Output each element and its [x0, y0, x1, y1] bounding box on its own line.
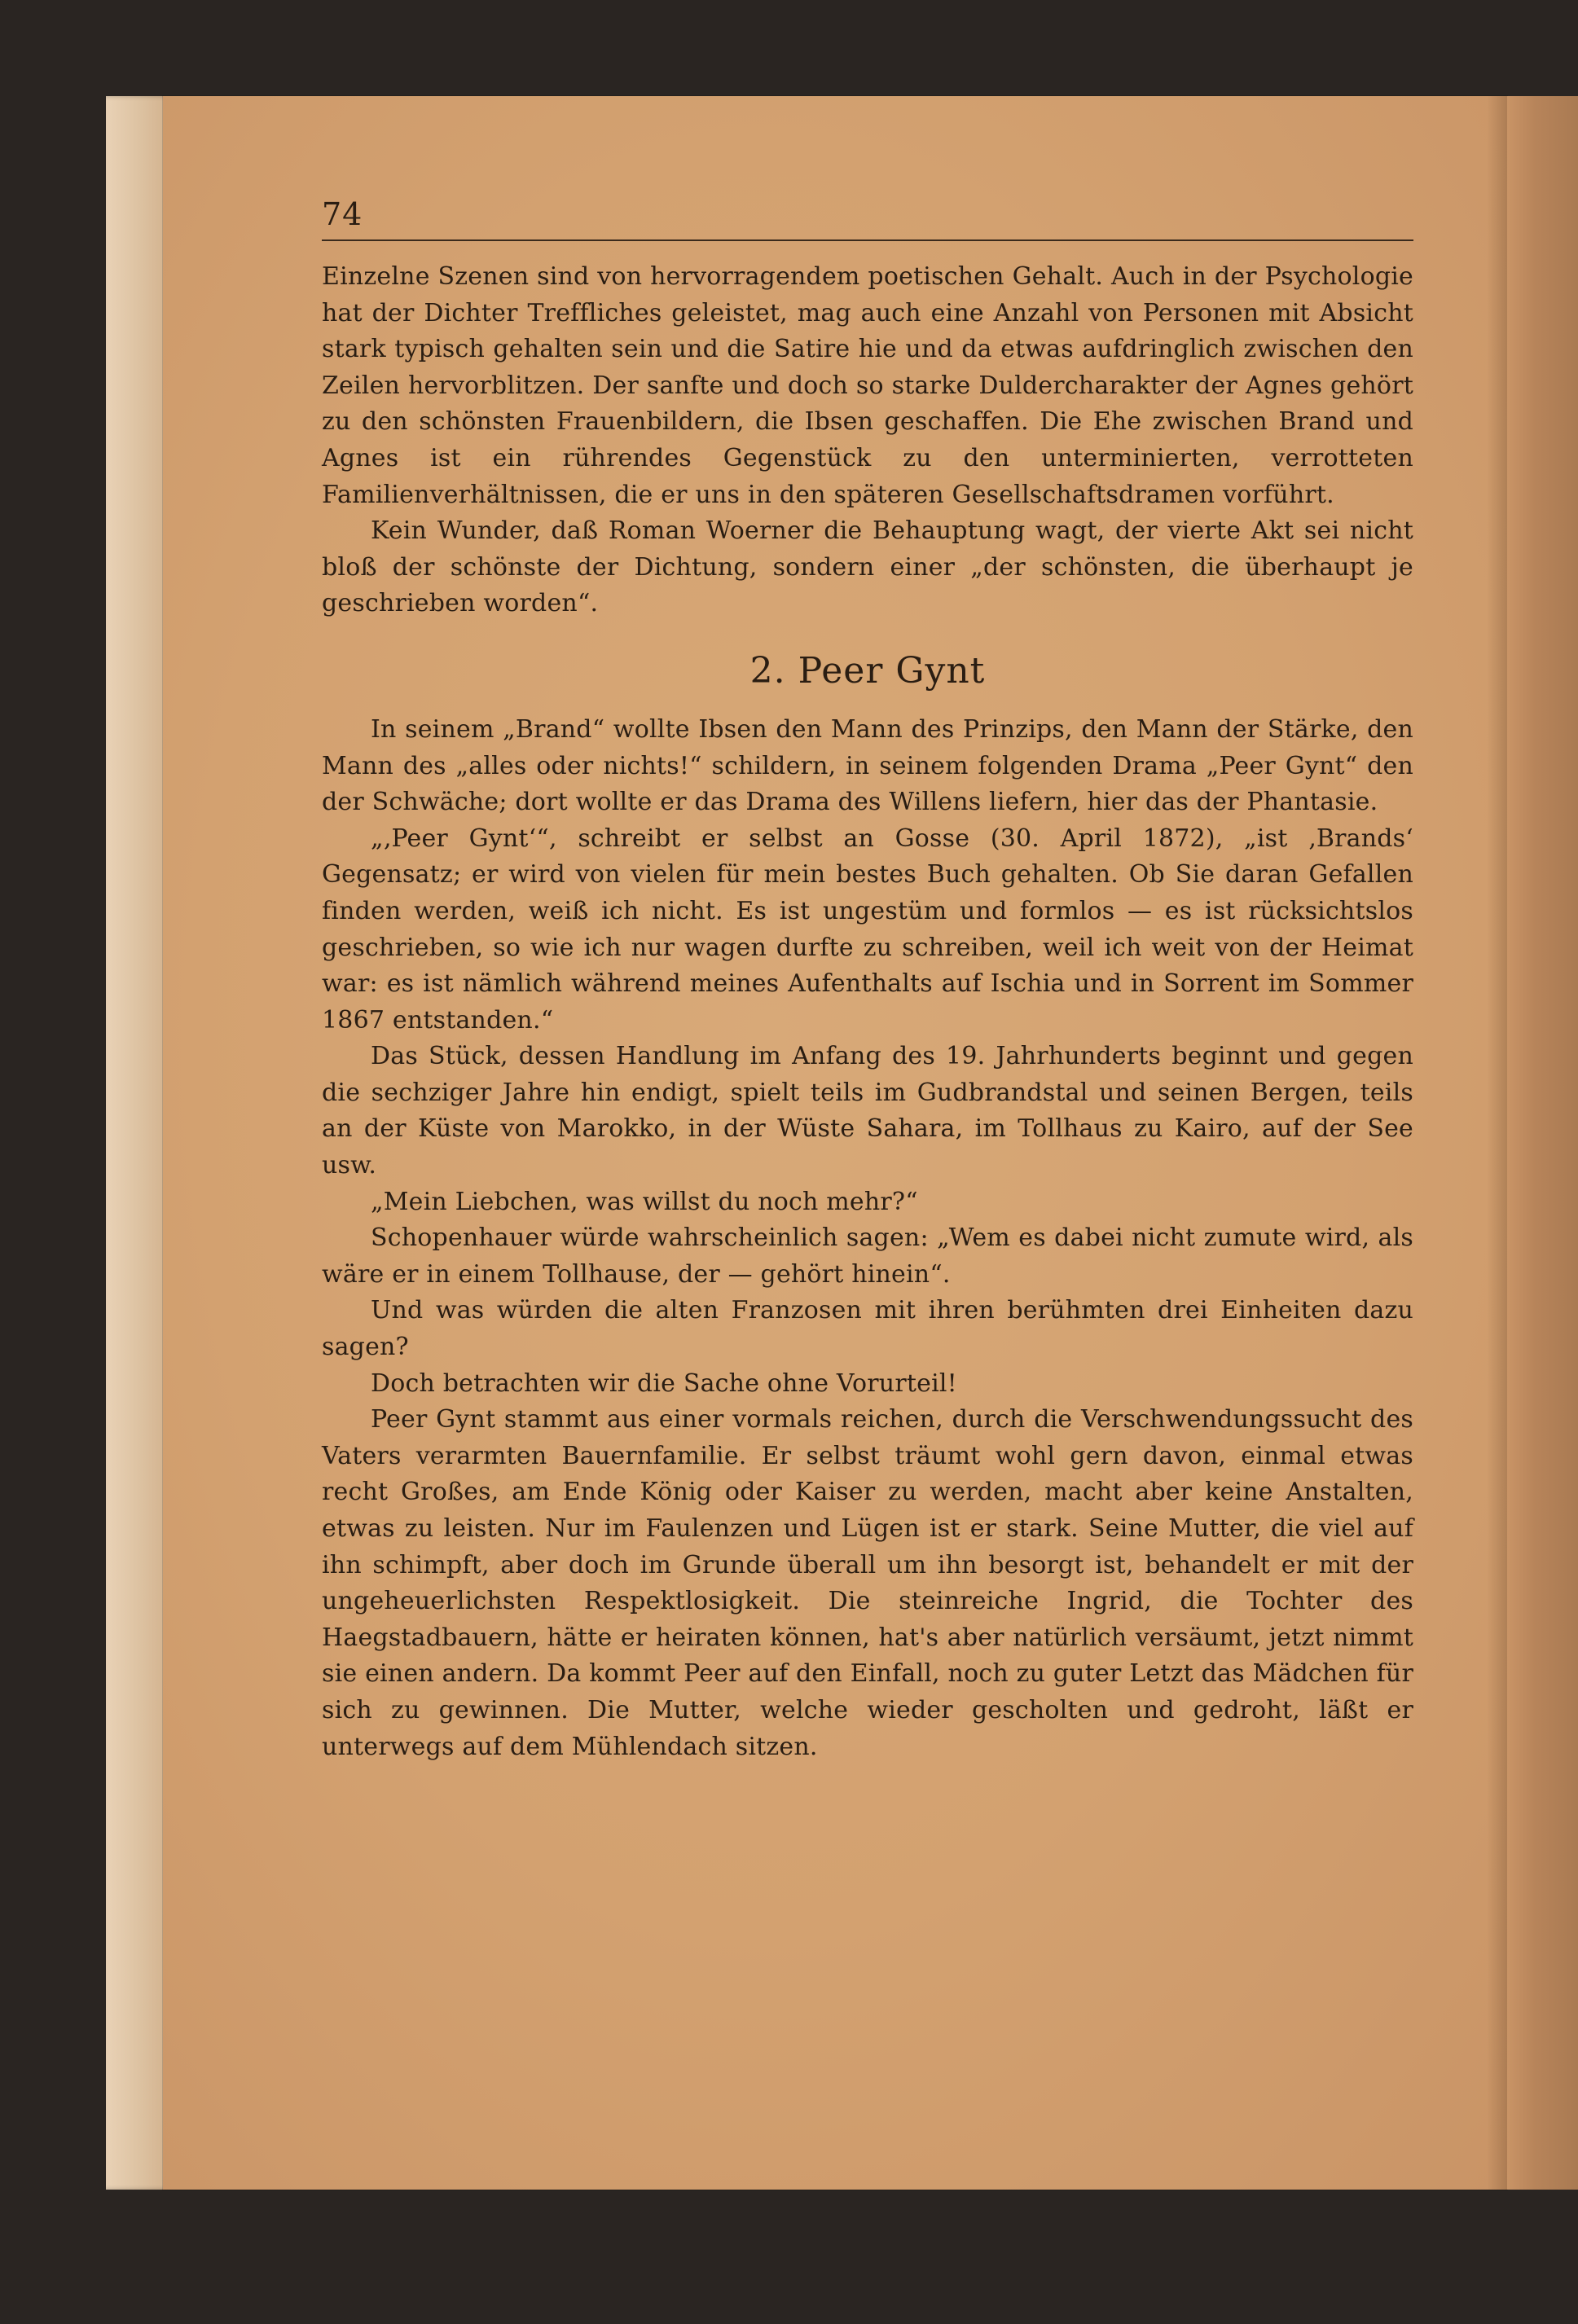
paragraph: In seinem „Brand“ wollte Ibsen den Mann des Prinzips, den Mann der Stärke, den Mann des „alles oder nichts!“ schildern, in seinem folgenden Drama „Peer Gynt“ den der Schwäche; dort wollte er das Drama des Willens liefern, hier das der Phantasie. [322, 714, 1413, 817]
page-number: 74 [322, 196, 363, 232]
paragraph: Das Stück, dessen Handlung im Anfang des 19. Jahrhunderts beginnt und gegen die sechziger Jahre hin endigt, spielt teils im Gudbrandstal und seinen Bergen, teils an der Küste von Marokko, in der Wüste Sahara, im Tollhaus zu Kairo, auf der See usw. [322, 1042, 1413, 1180]
paragraph: „‚Peer Gynt‘“, schreibt er selbst an Gosse (30. April 1872), „ist ‚Brands‘ Gegensatz; er wird von vielen für mein bestes Buch gehalten. Ob Sie daran Gefallen finden werden, weiß ich nicht. Es ist ungestüm und formlos — es ist rücksichtslos geschrieben, so wie ich nur wagen durfte zu schreiben, weil ich weit von der Heimat war: es ist nämlich während meines Aufenthalts auf Ischia und in Sorrent im Sommer 1867 entstanden.“ [322, 824, 1413, 1035]
paragraph: Peer Gynt stammt aus einer vormals reichen, durch die Verschwendungssucht des Vaters verarmten Bauernfamilie. Er selbst träumt wohl gern davon, einmal etwas recht Großes, am Ende König oder Kaiser zu werden, macht aber keine Anstalten, etwas zu leisten. Nur im Faulenzen und Lügen ist er stark. Seine Mutter, die viel auf ihn schimpft, aber doch im Grunde überall um ihn besorgt ist, behandelt er mit der ungeheuerlichsten Respektlosigkeit. Die steinreiche Ingrid, die Tochter des Haegstadbauern, hätte er heiraten können, hat's aber natürlich versäumt, jetzt nimmt sie einen andern. Da kommt Peer auf den Einfall, noch zu guter Letzt das Mädchen für sich zu gewinnen. Die Mutter, welche wieder gescholten und gedroht, läßt er unterwegs auf dem Mühlendach sitzen. [322, 1405, 1413, 1761]
paragraph: Und was würden die alten Franzosen mit ihren berühmten drei Einheiten dazu sagen? [322, 1296, 1413, 1362]
page-content [322, 195, 1413, 1765]
right-page-edge [1507, 96, 1578, 2190]
header-rule [322, 239, 1413, 241]
paragraph: Einzelne Szenen sind von hervorragendem poetischen Gehalt. Auch in der Psychologie hat der Dichter Treffliches geleistet, mag auch eine Anzahl von Personen mit Absicht stark typisch gehalten sein und die Satire hie und da etwas aufdringlich zwischen den Zeilen hervorblitzen. Der sanfte und doch so starke Duldercharakter der Agnes gehört zu den schönsten Frauenbildern, die Ibsen geschaffen. Die Ehe zwischen Brand und Agnes ist ein rührendes Gegenstück zu den unterminierten, verrotteten Familienverhältnissen, die er uns in den späteren Gesellschaftsdramen vorführt. [322, 262, 1413, 509]
paragraph: „Mein Liebchen, was willst du noch mehr?“ [371, 1187, 918, 1216]
paragraph: Doch betrachten wir die Sache ohne Vorurteil! [371, 1368, 957, 1398]
paragraph: Kein Wunder, daß Roman Woerner die Behauptung wagt, der vierte Akt sei nicht bloß der schönste der Dichtung, sondern einer „der schönsten, die überhaupt je geschrieben worden“. [322, 516, 1413, 618]
paragraph: Schopenhauer würde wahrscheinlich sagen: „Wem es dabei nicht zumute wird, als wäre er in einem Tollhause, der — gehört hinein“. [322, 1224, 1413, 1289]
section-heading: 2. Peer Gynt [749, 649, 986, 692]
